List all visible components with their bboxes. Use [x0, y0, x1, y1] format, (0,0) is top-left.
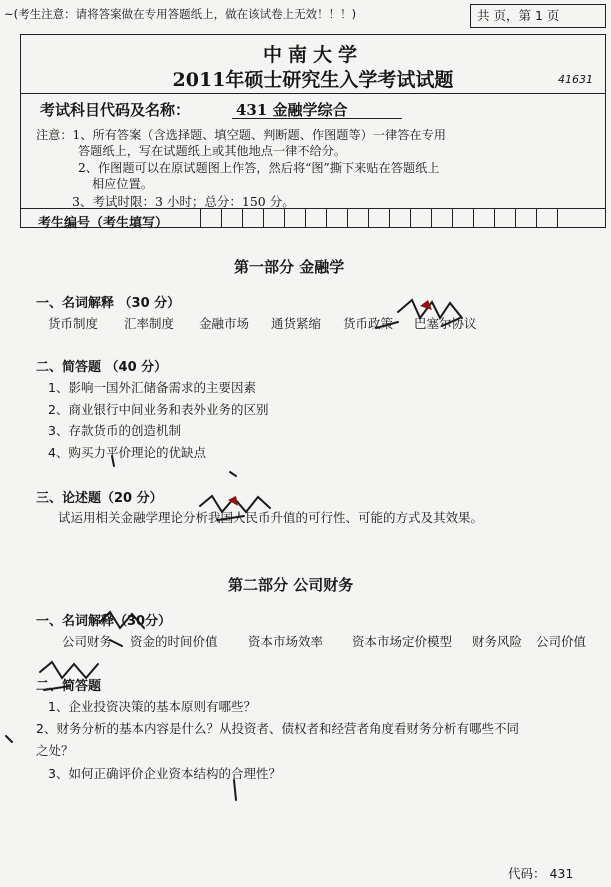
part1-q2-item: 3、存款货币的创造机制: [48, 423, 181, 438]
part1-term: 货币制度: [48, 316, 99, 331]
note-line-2: 答题纸上，写在试题纸上或其他地点一律不给分。: [78, 144, 347, 158]
part1-q2-heading: 二、简答题 （40 分）: [36, 360, 168, 375]
part2-q2-heading: 二、简答题: [36, 679, 102, 694]
part2-term: 资本市场定价模型: [352, 634, 453, 649]
part2-term: 公司财务: [62, 634, 113, 649]
part2-q2-item: 1、企业投资决策的基本原则有哪些？: [48, 699, 256, 714]
candidate-id-label: 考生编号（考生填写）: [38, 216, 169, 231]
note-line-4: 相应位置。: [92, 177, 153, 191]
part2-q2-item: 之处？: [36, 743, 74, 758]
part1-q3-heading: 三、论述题（20 分）: [36, 491, 163, 506]
candidate-id-cells[interactable]: [200, 208, 578, 228]
part1-term: 汇率制度: [124, 316, 175, 331]
header-divider: [20, 93, 606, 94]
part1-term: 货币政策: [343, 316, 394, 331]
part1-term: 巴塞尔协议: [414, 316, 477, 331]
part1-q2-item: 1、影响一国外汇储备需求的主要因素: [48, 380, 256, 395]
part2-term: 资本市场效率: [248, 634, 324, 649]
part1-q2-item: 2、商业银行中间业务和表外业务的区别: [48, 402, 269, 417]
part2-title: 第二部分 公司财务: [228, 576, 354, 594]
time-limit-line: 3、考试时限：3 小时；总分：150 分。: [72, 194, 295, 209]
part2-q2-item: 2、财务分析的基本内容是什么？从投资者、债权者和经营者角度看财务分析有哪些不同: [36, 721, 519, 736]
exam-notice: ~(考生注意：请将答案做在专用答题纸上，做在该试卷上无效！！！): [4, 7, 357, 21]
subject-value: 431 金融学综合: [236, 101, 348, 119]
footer-code: 代码： 431: [508, 866, 574, 881]
part2-q2-item: 3、如何正确评价企业资本结构的合理性？: [48, 766, 281, 781]
part1-term: 通货紧缩: [271, 316, 322, 331]
note-line-1: 注意：1、所有答案（含选择题、填空题、判断题、作图题等）一律答在专用: [36, 128, 446, 142]
university-name: 中南大学: [262, 44, 363, 66]
part2-q1-heading: 一、名词解释（30分）: [36, 614, 172, 629]
subject-label: 考试科目代码及名称：: [40, 101, 191, 119]
paper-code: 41631: [558, 73, 593, 86]
subject-underline: [232, 118, 402, 119]
part1-q1-heading: 一、名词解释 （30 分）: [36, 296, 181, 311]
part2-term: 财务风险: [472, 634, 523, 649]
part1-term: 金融市场: [199, 316, 250, 331]
part1-q2-item: 4、购买力平价理论的优缺点: [48, 445, 206, 460]
part2-term: 资金的时间价值: [130, 634, 218, 649]
part1-title: 第一部分 金融学: [234, 258, 345, 276]
part1-q3-text: 试运用相关金融学理论分析我国人民币升值的可行性、可能的方式及其效果。: [58, 510, 484, 525]
page-indicator: 共 页，第 1 页: [470, 4, 606, 28]
exam-title: 2011年硕士研究生入学考试试题: [172, 69, 454, 91]
note-line-3: 2、作图题可以在原试题图上作答，然后将“图”撕下来贴在答题纸上: [78, 161, 440, 175]
part2-term: 公司价值: [536, 634, 587, 649]
